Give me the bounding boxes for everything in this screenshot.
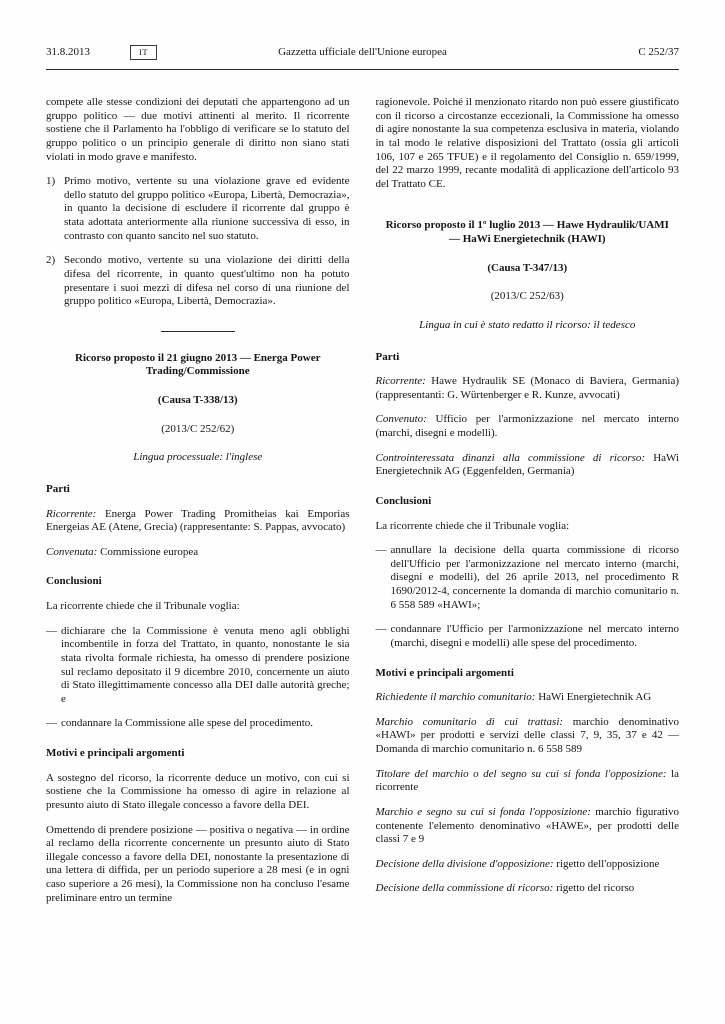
plea-text: dichiarare che la Commissione è venuta meno agli obblighi incombentile in forza del Trattato, in quanto, nonostante le sia stata rivolta formale richiesta, ha omesso di prendere posizione sul reclamo depositato il 9 dicembre 2010, concernente un aiuto di Stato illegittimamente concesso alla DEI dalle autorità greche; e bbox=[61, 624, 350, 705]
party-paragraph bbox=[376, 413, 680, 440]
item-marker: 1) bbox=[46, 175, 56, 188]
conclusions-intro: La ricorrente chiede che il Tribunale voglia: bbox=[375, 519, 570, 532]
party-label: Ricorrente: bbox=[46, 507, 97, 520]
motivi-label: Decisione della commissione di ricorso: bbox=[375, 882, 554, 895]
motivi-text: rigetto del ricorso bbox=[556, 882, 635, 895]
left-column bbox=[46, 96, 350, 916]
motivi-text: rigetto dell'opposizione bbox=[556, 857, 660, 870]
motivi-paragraph: Omettendo di prendere posizione — positiva o negativa — in ordine al reclamo della ricorrente concernente un presunto aiuto di Stato illegale concesso a favore della DEI, nonostante la presentazione di una lettera di diffida, per un periodo superiore a 28 mesi (e in ogni caso superiore a 26 mesi), la Commissione non ha concluso l'esame preliminare entro un termine bbox=[46, 823, 350, 904]
section-heading-conclusioni: Conclusioni bbox=[375, 494, 432, 507]
party-paragraph bbox=[46, 508, 350, 535]
motivi-paragraph bbox=[376, 716, 680, 757]
item-marker: 2) bbox=[46, 254, 56, 267]
two-column-body bbox=[46, 96, 679, 916]
party-label: Ricorrente: bbox=[375, 375, 426, 388]
party-text: HaWi Energietechnik AG (Eggenfelden, Germania) bbox=[375, 451, 680, 478]
continuation-paragraph: compete alle stesse condizioni dei deputati che appartengono ad un gruppo politico — due motivi attinenti al merito. Il ricorrente sostiene che il Parlamento ha l'obbligo di verificare se lo statuto del gruppo politico o un principio generale di diritto non siano stati violati in modo grave e manifesto. bbox=[46, 96, 350, 163]
language-note: Lingua in cui è stato redatto il ricorso: il tedesco bbox=[419, 318, 636, 331]
journal-title: Gazzetta ufficiale dell'Unione europea bbox=[278, 46, 447, 58]
language-note: Lingua processuale: l'inglese bbox=[133, 451, 263, 464]
party-label: Convenuta: bbox=[46, 545, 98, 558]
article-separator bbox=[161, 331, 235, 332]
party-text: Hawe Hydraulik SE (Monaco di Baviera, Germania) (rappresentanti: G. Würtenberger e R. Kunze, avvocati) bbox=[375, 375, 680, 401]
plea-item bbox=[376, 544, 680, 612]
motivi-text: HaWi Energietechnik AG bbox=[538, 691, 652, 704]
party-label: Controinteressata dinanzi alla commissione di ricorso: bbox=[375, 451, 646, 464]
motivi-text: la ricorrente bbox=[375, 767, 679, 794]
plea-item bbox=[376, 623, 680, 650]
section-heading-motivi: Motivi e principali argomenti bbox=[375, 666, 514, 679]
motivi-label: Marchio e segno su cui si fonda l'opposizione: bbox=[375, 805, 591, 818]
header-date: 31.8.2013 bbox=[46, 46, 90, 58]
plea-text: annullare la decisione della quarta commissione di ricorso dell'Ufficio per l'armonizzazione nel mercato interno (marchi, disegni e modelli), del 26 aprile 2013, nel procedimento R 1690/2012-4, concernente la domanda di marchio comunitario n. 6 558 589 «HAWI»; bbox=[390, 544, 679, 611]
numbered-item bbox=[46, 254, 350, 309]
party-text: Ufficio per l'armonizzazione nel mercato interno (marchi, disegni e modelli). bbox=[375, 413, 680, 439]
case-title: Ricorso proposto il 1º luglio 2013 — Hawe Hydraulik/UAMI — HaWi Energietechnik (HAWI) bbox=[385, 219, 669, 245]
party-label: Convenuto: bbox=[375, 413, 427, 426]
motivi-paragraph bbox=[376, 882, 680, 896]
motivi-paragraph: A sostegno del ricorso, la ricorrente deduce un motivo, con cui si sostiene che la Commissione ha omesso di agire in relazione al presunto aiuto di Stato illegale concesso a favore della DEI. bbox=[46, 771, 350, 811]
plea-item bbox=[46, 717, 350, 731]
motivi-label: Richiedente il marchio comunitario: bbox=[375, 691, 536, 704]
page-header bbox=[46, 46, 679, 70]
party-paragraph bbox=[46, 546, 350, 560]
motivi-label: Titolare del marchio o del segno su cui si fonda l'opposizione: bbox=[375, 767, 667, 780]
party-text: Energa Power Trading Promitheias kai Emporias Energeias AE (Atene, Grecia) (rappresentante: S. Pappas, avvocato) bbox=[46, 507, 350, 534]
oj-reference: (2013/C 252/63) bbox=[490, 290, 564, 303]
dash-marker: — bbox=[46, 624, 57, 637]
motivi-paragraph bbox=[376, 691, 680, 705]
plea-text: condannare la Commissione alle spese del procedimento. bbox=[61, 717, 314, 730]
item-text: Secondo motivo, vertente su una violazione dei diritti della difesa del ricorrente, in quanto quest'ultimo non ha potuto presentare i suoi mezzi di difesa nel corso di una riunione del gruppo politico «Europa, Libertà, Democrazia». bbox=[64, 254, 350, 308]
numbered-item bbox=[46, 175, 350, 243]
case-number: (Causa T-338/13) bbox=[157, 394, 238, 406]
section-heading-motivi: Motivi e principali argomenti bbox=[46, 747, 185, 759]
motivi-text: marchio denominativo «HAWI» per prodotti e servizi delle classi 7, 9, 35, 37 e 42 — Domanda di marchio comunitario n. 6 558 589 bbox=[375, 715, 680, 755]
oj-reference: (2013/C 252/62) bbox=[161, 422, 235, 435]
continuation-paragraph: ragionevole. Poiché il menzionato ritardo non può essere giustificato con il ricorso a circostanze eccezionali, la Commissione ha omesso di agire nonostante la sua competenza esclusiva in materia, violando in tal modo le relative disposizioni del Trattato (ossia gli articoli 106, 107 e 265 TFUE) e il regolamento del Consiglio n. 659/1999, del 22 marzo 1999, recante modalità di applicazione dell'articolo 93 del Trattato CE. bbox=[375, 96, 679, 190]
party-text: Commissione europea bbox=[100, 545, 199, 558]
motivi-text: marchio figurativo contenente l'elemento denominativo «HAWE», per prodotti delle classi 7 e 9 bbox=[375, 805, 679, 846]
motivi-label: Marchio comunitario di cui trattasi: bbox=[375, 715, 564, 728]
section-heading-parti: Parti bbox=[46, 482, 70, 495]
motivi-paragraph bbox=[376, 768, 680, 795]
section-heading-conclusioni: Conclusioni bbox=[46, 575, 102, 588]
dash-marker: — bbox=[375, 544, 387, 557]
case-title: Ricorso proposto il 21 giugno 2013 — Energa Power Trading/Commissione bbox=[75, 351, 321, 378]
motivi-label: Decisione della divisione d'opposizione: bbox=[375, 857, 554, 870]
language-badge: IT bbox=[130, 45, 157, 60]
section-heading-parti: Parti bbox=[375, 350, 400, 363]
dash-marker: — bbox=[375, 623, 387, 636]
item-text: Primo motivo, vertente su una violazione grave ed evidente dello statuto del gruppo politico «Europa, Libertà, Democrazia», in quanto la decisione di escludere il ricorrente dal gruppo è stata adottata anteriormente alla riunione successiva di esso, in contrasto con quanto sancito nel suo statuto. bbox=[64, 175, 350, 242]
plea-text: condannare l'Ufficio per l'armonizzazione nel mercato interno (marchi, disegni e modelli) alle spese del procedimento. bbox=[390, 623, 679, 649]
plea-item bbox=[46, 625, 350, 707]
motivi-paragraph bbox=[376, 858, 680, 872]
page-reference: C 252/37 bbox=[638, 46, 679, 58]
case-number: (Causa T-347/13) bbox=[487, 261, 568, 274]
party-paragraph bbox=[376, 375, 680, 402]
party-paragraph bbox=[376, 452, 680, 479]
dash-marker: — bbox=[46, 717, 57, 730]
conclusions-intro: La ricorrente chiede che il Tribunale voglia: bbox=[46, 600, 240, 612]
motivi-paragraph bbox=[376, 806, 680, 847]
right-column bbox=[376, 96, 680, 916]
